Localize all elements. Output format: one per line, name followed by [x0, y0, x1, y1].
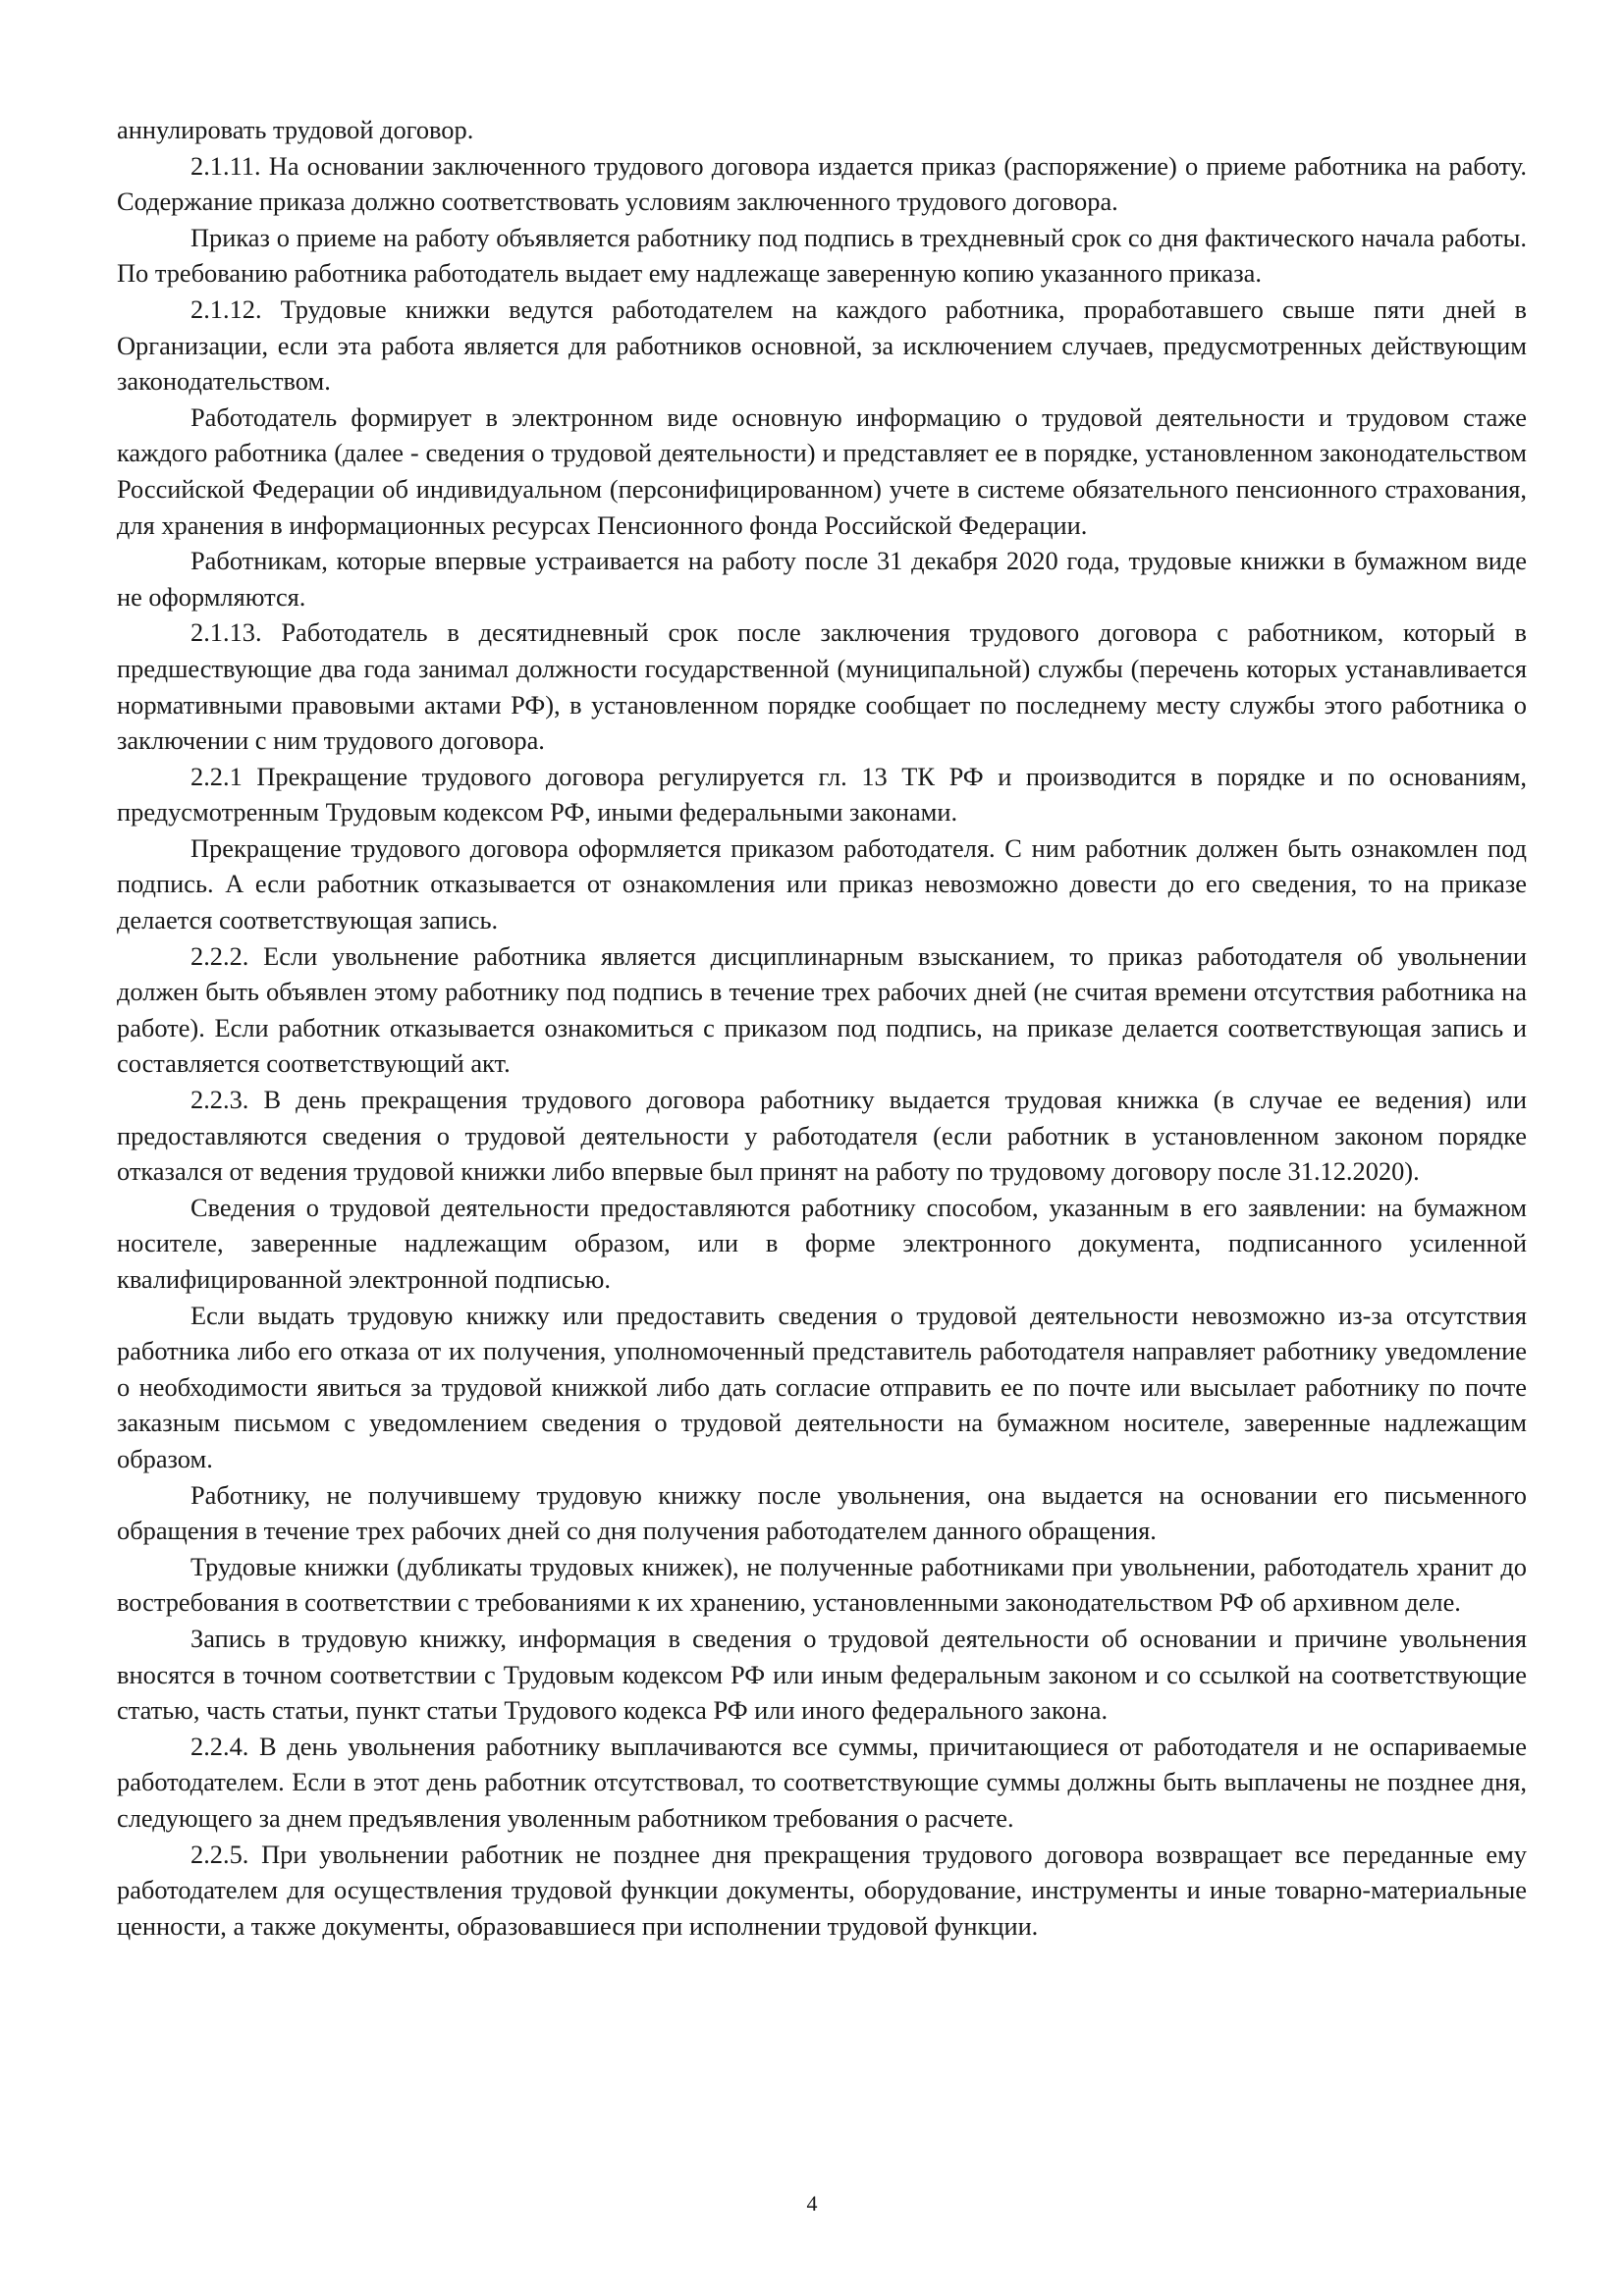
- paragraph: 2.2.4. В день увольнения работнику выплачиваются все суммы, причитающиеся от работодателя и не оспариваемые работодателем. Если в этот день работник отсутствовал, то соответствующие суммы должны быть выплачены не позднее дня, следующего за днем предъявления уволенным работником требования о расчете.: [117, 1731, 1527, 1833]
- paragraph: Если выдать трудовую книжку или предоставить сведения о трудовой деятельности невозможно из-за отсутствия работника либо его отказа от их получения, уполномоченный представитель работодателя направляет работнику уведомление о необходимости явиться за трудовой книжкой либо дать согласие отправить ее по почте или высылает работнику по почте заказным письмом с уведомлением сведения о трудовой деятельности на бумажном носителе, заверенные надлежащим образом.: [117, 1300, 1527, 1473]
- page-number: 4: [806, 2191, 818, 2216]
- paragraph: 2.1.11. На основании заключенного трудового договора издается приказ (распоряжение) о приеме работника на работу. Содержание приказа должно соответствовать условиям заключенного трудового договора.: [117, 150, 1527, 217]
- paragraph: 2.2.3. В день прекращения трудового договора работнику выдается трудовая книжка (в случае ее ведения) или предоставляются сведения о трудовой деятельности у работодателя (если работник в установленном законом порядке отказался от ведения трудовой книжки либо впервые был принят на работу по трудовому договору после 31.12.2020).: [117, 1085, 1527, 1187]
- paragraph: Прекращение трудового договора оформляется приказом работодателя. С ним работник должен быть ознакомлен под подпись. А если работник отказывается от ознакомления или приказ невозможно довести до его сведения, то на приказе делается соответствующая запись.: [117, 832, 1527, 935]
- paragraph: Приказ о приеме на работу объявляется работнику под подпись в трехдневный срок со дня фактического начала работы. По требованию работника работодатель выдает ему надлежаще заверенную копию указанного приказа.: [117, 222, 1527, 289]
- paragraph: 2.1.13. Работодатель в десятидневный срок после заключения трудового договора с работником, который в предшествующие два года занимал должности государственной (муниципальной) службы (перечень которых устанавливается нормативными правовыми актами РФ), в установленном порядке сообщает по последнему месту службы этого работника о заключении с ним трудового договора.: [117, 617, 1527, 756]
- paragraph: 2.2.5. При увольнении работник не позднее дня прекращения трудового договора возвращает все переданные ему работодателем для осуществления трудовой функции документы, оборудование, инструменты и иные товарно-материальные ценности, а также документы, образовавшиеся при исполнении трудовой функции.: [117, 1839, 1527, 1941]
- paragraph: Сведения о трудовой деятельности предоставляются работнику способом, указанным в его заявлении: на бумажном носителе, заверенные надлежащим образом, или в форме электронного документа, подписанного усиленной квалифицированной электронной подписью.: [117, 1192, 1527, 1294]
- document-body: [117, 112, 1527, 1944]
- paragraph: Трудовые книжки (дубликаты трудовых книжек), не полученные работниками при увольнении, работодатель хранит до востребования в соответствии с требованиями к их хранению, установленными законодательством РФ об архивном деле.: [117, 1551, 1527, 1618]
- paragraph: Работнику, не получившему трудовую книжку после увольнения, она выдается на основании его письменного обращения в течение трех рабочих дней со дня получения работодателем данного обращения.: [117, 1479, 1527, 1546]
- paragraph: 2.2.1 Прекращение трудового договора регулируется гл. 13 ТК РФ и производится в порядке и по основаниям, предусмотренным Трудовым кодексом РФ, иными федеральными законами.: [117, 761, 1527, 828]
- paragraph: Работодатель формирует в электронном виде основную информацию о трудовой деятельности и трудовом стаже каждого работника (далее - сведения о трудовой деятельности) и представляет ее в порядке, установленном законодательством Российской Федерации об индивидуальном (персонифицированном) учете в системе обязательного пенсионного страхования, для хранения в информационных ресурсах Пенсионного фонда Российской Федерации.: [117, 401, 1527, 540]
- paragraph: 2.2.2. Если увольнение работника является дисциплинарным взысканием, то приказ работодателя об увольнении должен быть объявлен этому работнику под подпись в течение трех рабочих дней (не считая времени отсутствия работника на работе). Если работник отказывается ознакомиться с приказом под подпись, на приказе делается соответствующая запись и составляется соответствующий акт.: [117, 940, 1527, 1079]
- paragraph: 2.1.12. Трудовые книжки ведутся работодателем на каждого работника, проработавшего свыше пяти дней в Организации, если эта работа является для работников основной, за исключением случаев, предусмотренных действующим законодательством.: [117, 294, 1527, 397]
- paragraph: Работникам, которые впервые устраивается на работу после 31 декабря 2020 года, трудовые книжки в бумажном виде не оформляются.: [117, 546, 1527, 612]
- paragraph: Запись в трудовую книжку, информация в сведения о трудовой деятельности об основании и причине увольнения вносятся в точном соответствии с Трудовым кодексом РФ или иным федеральным законом и со ссылкой на соответствующие статью, часть статьи, пункт статьи Трудового кодекса РФ или иного федерального закона.: [117, 1623, 1527, 1726]
- paragraph: аннулировать трудовой договор.: [117, 115, 474, 144]
